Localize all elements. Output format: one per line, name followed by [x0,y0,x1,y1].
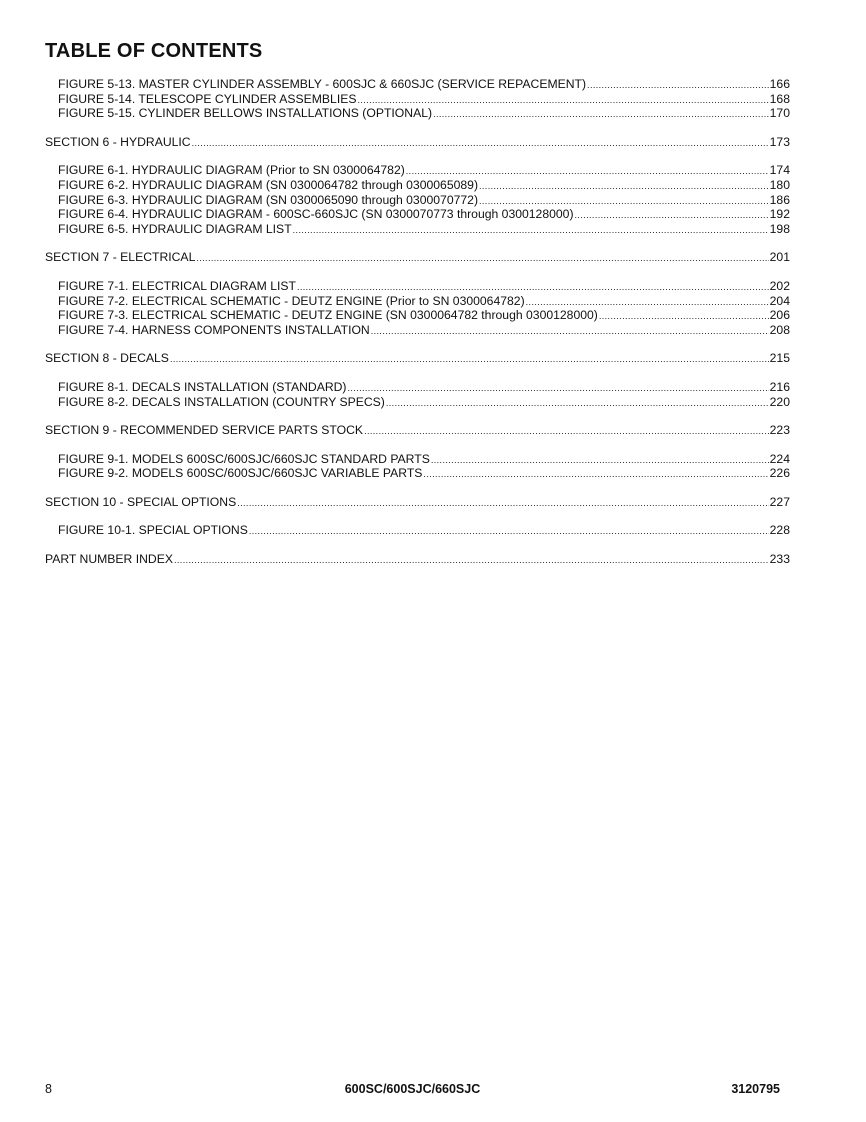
toc-entry-label: FIGURE 5-15. CYLINDER BELLOWS INSTALLATIONS (OPTIONAL) [58,106,433,121]
toc-entry-label: SECTION 9 - RECOMMENDED SERVICE PARTS STOCK [45,423,364,438]
toc-entry-page: 204 [769,293,790,308]
toc-entry-label: FIGURE 8-1. DECALS INSTALLATION (STANDARD) [58,379,347,394]
toc-entry-label: FIGURE 10-1. SPECIAL OPTIONS [58,523,248,538]
toc-entry-page: 220 [769,394,790,409]
toc-entry-figure-7-1[interactable] [45,279,790,294]
toc-entry-figure-6-1[interactable] [45,163,790,178]
toc-entry-label: SECTION 10 - SPECIAL OPTIONS [45,494,237,509]
toc-entry-page: 186 [769,192,790,207]
toc-entry-page: 208 [769,322,790,337]
toc-entry-label: SECTION 8 - DECALS [45,351,169,366]
toc-entry-section-7[interactable] [45,250,790,265]
dot-leader [386,395,769,410]
dot-leader [364,423,769,438]
toc-entry-page: 166 [769,77,790,91]
toc-entry-label: SECTION 7 - ELECTRICAL [45,250,196,265]
dot-leader [526,294,769,309]
toc-entry-part-number-index[interactable] [45,552,790,567]
toc-entry-figure-10-1[interactable] [45,523,790,538]
toc-entry-label: FIGURE 9-1. MODELS 600SC/600SJC/660SJC STANDARD PARTS [58,451,430,466]
toc-entry-label: PART NUMBER INDEX [45,552,173,567]
toc-entry-figure-8-2[interactable] [45,395,790,410]
toc-entry-label: FIGURE 6-2. HYDRAULIC DIAGRAM (SN 0300064782 through 0300065089) [58,177,478,192]
toc-entry-figure-7-3[interactable] [45,308,790,323]
dot-leader [357,92,768,107]
dot-leader [347,380,768,395]
toc-entry-label: FIGURE 6-1. HYDRAULIC DIAGRAM (Prior to SN 0300064782) [58,163,405,178]
dot-leader [423,466,768,481]
toc-entry-page: 216 [769,379,790,394]
toc-entry-page: 206 [769,308,790,323]
toc-entry-section-9[interactable] [45,423,790,438]
toc-entry-section-6[interactable] [45,135,790,150]
dot-leader [196,250,768,265]
toc-entry-page: 223 [769,423,790,438]
dot-leader [174,552,769,567]
dot-leader [599,308,769,323]
dot-leader [192,135,769,150]
dot-leader [433,106,769,121]
toc-entry-page: 227 [769,494,790,509]
toc-entry-label: FIGURE 6-5. HYDRAULIC DIAGRAM LIST [58,221,292,236]
toc-entry-page: 233 [769,552,790,567]
dot-leader [237,495,768,510]
toc-entry-page: 170 [769,106,790,121]
toc-entry-page: 173 [769,134,790,149]
dot-leader [587,77,769,92]
toc-entry-page: 174 [769,163,790,178]
toc-entry-figure-5-15[interactable] [45,106,790,121]
toc-entry-figure-8-1[interactable] [45,380,790,395]
toc-entry-page: 228 [769,523,790,538]
dot-leader [406,163,769,178]
toc-entry-page: 168 [769,91,790,106]
toc-entry-page: 201 [769,250,790,265]
dot-leader [293,222,769,237]
dot-leader [575,207,769,222]
toc-entry-label: FIGURE 8-2. DECALS INSTALLATION (COUNTRY SPECS) [58,394,385,409]
toc-entry-label: FIGURE 6-3. HYDRAULIC DIAGRAM (SN 0300065090 through 0300070772) [58,192,478,207]
footer-page-number: 8 [45,1082,52,1096]
page-footer [45,1082,780,1098]
toc-entry-label: FIGURE 6-4. HYDRAULIC DIAGRAM - 600SC-660SJC (SN 0300070773 through 0300128000) [58,207,574,222]
toc-entry-page: 226 [769,466,790,481]
toc-entry-page: 198 [769,221,790,236]
toc-entry-label: FIGURE 9-2. MODELS 600SC/600SJC/660SJC VARIABLE PARTS [58,466,423,481]
toc-entry-label: FIGURE 7-3. ELECTRICAL SCHEMATIC - DEUTZ ENGINE (SN 0300064782 through 0300128000) [58,308,598,323]
toc-entry-page: 202 [769,278,790,293]
toc-entry-page: 215 [769,351,790,366]
toc-entry-figure-7-4[interactable] [45,323,790,338]
dot-leader [431,452,769,467]
table-of-contents [45,77,790,581]
toc-entry-page: 224 [769,451,790,466]
page-title: TABLE OF CONTENTS [45,40,263,62]
toc-entry-figure-9-2[interactable] [45,466,790,481]
toc-entry-figure-6-2[interactable] [45,178,790,193]
dot-leader [479,193,769,208]
toc-entry-label: FIGURE 7-2. ELECTRICAL SCHEMATIC - DEUTZ ENGINE (Prior to SN 0300064782) [58,293,525,308]
toc-entry-figure-6-3[interactable] [45,193,790,208]
toc-entry-figure-5-13[interactable] [45,77,790,92]
toc-entry-figure-6-5[interactable] [45,222,790,237]
toc-entry-label: FIGURE 7-4. HARNESS COMPONENTS INSTALLATION [58,322,370,337]
footer-models: 600SC/600SJC/660SJC [344,1082,481,1096]
toc-entry-label: FIGURE 5-13. MASTER CYLINDER ASSEMBLY - 600SJC & 660SJC (SERVICE REPACEMENT) [58,77,587,91]
toc-entry-label: SECTION 6 - HYDRAULIC [45,134,191,149]
toc-entry-section-10[interactable] [45,495,790,510]
toc-entry-page: 192 [769,207,790,222]
toc-entry-figure-7-2[interactable] [45,294,790,309]
toc-entry-figure-9-1[interactable] [45,452,790,467]
dot-leader [371,323,769,338]
dot-leader [297,279,769,294]
toc-entry-label: FIGURE 7-1. ELECTRICAL DIAGRAM LIST [58,278,296,293]
toc-entry-figure-5-14[interactable] [45,92,790,107]
dot-leader [249,523,769,538]
toc-entry-page: 180 [769,177,790,192]
dot-leader [170,351,769,366]
toc-entry-figure-6-4[interactable] [45,207,790,222]
toc-entry-label: FIGURE 5-14. TELESCOPE CYLINDER ASSEMBLIES [58,91,357,106]
toc-entry-section-8[interactable] [45,351,790,366]
dot-leader [479,178,769,193]
footer-document-number: 3120795 [731,1082,780,1096]
